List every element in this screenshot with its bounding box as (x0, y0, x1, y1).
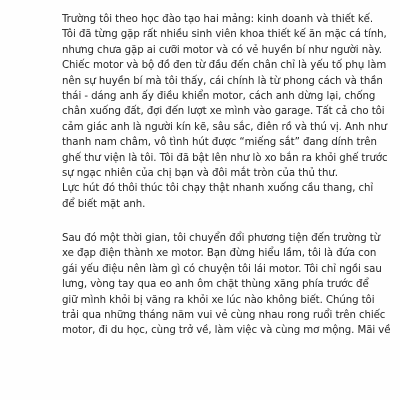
text-line: lưng, vòng tay qua eo anh ôm chặt thùng xăng phía trước để (62, 279, 369, 291)
text-line: thái - dáng anh ấy điều khiển motor, cách anh dừng lại, chống (62, 90, 376, 102)
text-line: nên sự huyền bí mà tôi thấy, cái chính là từ phong cách và thần (62, 75, 383, 87)
paragraph-2 (62, 231, 391, 339)
text-line: trải qua những tháng năm vui vẻ cùng nhau rong ruổi trên chiếc (62, 310, 386, 322)
text-line: Tôi đã từng gặp rất nhiều sinh viên khoa thiết kế ăn mặc cá tính, (62, 29, 387, 41)
text-line: cảm giác anh là người kín kẽ, sâu sắc, điên rồ và thú vị. Anh như (62, 121, 387, 133)
text-line: để biết mặt anh. (62, 198, 146, 210)
text-line: Lực hút đó thôi thúc tôi chạy thật nhanh xuống cầu thang, chỉ (62, 183, 374, 195)
text-line: ghế thư viện là tôi. Tôi đã bật lên như lò xo bắn ra khỏi ghế trước (62, 152, 388, 164)
text-line: sự ngạc nhiên của chị bạn và đôi mắt tròn của thủ thư. (62, 167, 338, 179)
text-line: motor, đi du học, cùng trở về, làm việc và cùng mơ mộng. Mãi về (62, 325, 391, 337)
text-line: Sau đó một thời gian, tôi chuyển đổi phương tiện đến trường từ (62, 233, 381, 245)
text-line: thanh nam châm, vô tình hút được “miếng sắt” đang dính trên (62, 137, 377, 149)
paragraph-gap (62, 212, 386, 231)
text-line: nhưng chưa gặp ai cưỡi motor và có vẻ huyền bí như người này. (62, 44, 382, 56)
text-line: Chiếc motor và bộ đồ đen từ đầu đến chân chỉ là yếu tố phụ làm (62, 60, 387, 72)
text-line: xe đạp điện thành xe motor. Bạn đừng hiểu lầm, tôi là đứa con (62, 248, 377, 260)
text-line: giữ mình khỏi bị văng ra khỏi xe lúc nào không biết. Chúng tôi (62, 294, 375, 306)
text-line: Trường tôi theo học đào tạo hai mảng: kinh doanh và thiết kế. (62, 14, 373, 25)
text-line: gái yếu điệu nên làm gì có chuyện tôi lái motor. Tôi chỉ ngồi sau (62, 263, 382, 275)
paragraph-1 (62, 12, 386, 212)
body-text (62, 12, 391, 339)
text-line: chân xuống đất, đợi đến lượt xe mình vào garage. Tất cả cho tôi (62, 106, 385, 118)
